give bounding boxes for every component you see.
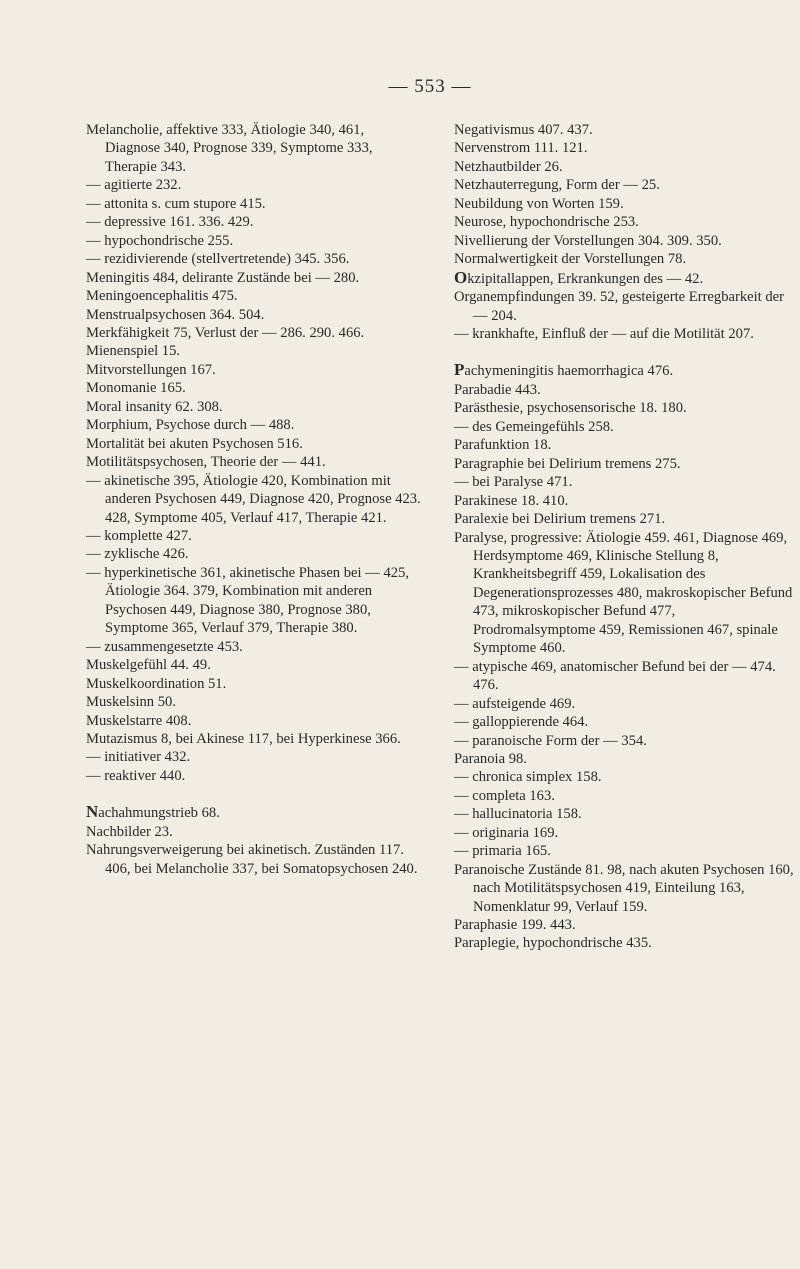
index-entry — [86, 527, 422, 545]
index-entry-text: — aufsteigende 469. — [454, 695, 576, 712]
section-initial: N — [86, 802, 99, 822]
index-entry-text: Negativismus 407. 437. — [454, 122, 593, 138]
index-entry — [86, 416, 422, 434]
index-entry-text: Neurose, hypochondrische 253. — [454, 214, 639, 231]
index-entry — [86, 472, 422, 527]
page-number: — 553 — — [388, 76, 472, 97]
index-entry — [86, 379, 422, 397]
index-entry — [454, 861, 796, 916]
index-entry — [86, 638, 422, 656]
index-entry-text: Menstrualpsychosen 364. 504. — [86, 306, 265, 323]
index-entry — [86, 342, 422, 360]
index-entry-text: Parabadie 443. — [454, 381, 541, 398]
index-entry-text: Paraphasie 199. 443. — [454, 917, 576, 934]
index-entry — [86, 232, 422, 250]
index-entry — [454, 325, 796, 343]
index-column-right — [454, 121, 796, 953]
index-entry — [454, 269, 796, 288]
index-entry-text: — atypische 469, anatomischer Befund bei der — 474. 476. — [454, 658, 776, 694]
index-entry-text: — chronica simplex 158. — [454, 769, 602, 786]
index-entry — [454, 510, 796, 528]
index-entry-text: — zyklische 426. — [86, 546, 189, 563]
index-entry-text: — krankhafte, Einfluß der — auf die Motilität 207. — [454, 325, 754, 342]
index-entry-text: Paranoia 98. — [454, 750, 527, 767]
index-entry-text: Paralexie bei Delirium tremens 271. — [454, 511, 666, 528]
index-entry — [86, 398, 422, 416]
index-entry-text: Nivellierung der Vorstellungen 304. 309. 350. — [454, 232, 722, 249]
index-entry-text: Netzhauterregung, Form der — 25. — [454, 177, 660, 194]
index-entry — [454, 473, 796, 491]
index-entry — [454, 805, 796, 823]
index-entry — [86, 453, 422, 471]
index-entry-text: Motilitätspsychosen, Theorie der — 441. — [86, 454, 326, 471]
index-column-left — [86, 121, 422, 878]
index-entry-text: Nervenstrom 111. 121. — [454, 140, 588, 157]
index-entry — [454, 750, 796, 768]
index-entry — [454, 842, 796, 860]
index-entry-text: Muskelstarre 408. — [86, 712, 192, 729]
index-entry-text: Paranoische Zustände 81. 98, nach akuten Psychosen 160, nach Motilitätspsychosen 419, Einteilung 163, Nomenklatur 99, Verlauf 159. — [454, 861, 794, 915]
index-entry — [454, 250, 796, 268]
index-entry-text: achymeningitis haemorrhagica 476. — [464, 363, 674, 380]
index-entry-text: achahmungstrieb 68. — [98, 805, 220, 822]
index-entry — [454, 732, 796, 750]
index-entry — [86, 693, 422, 711]
index-entry-text: — originaria 169. — [454, 824, 559, 841]
index-entry — [86, 287, 422, 305]
index-entry-text: — galloppierende 464. — [454, 714, 589, 731]
index-entry-text: Mitvorstellungen 167. — [86, 361, 216, 378]
index-entry-text: — bei Paralyse 471. — [454, 474, 573, 491]
index-entry-text: Parakinese 18. 410. — [454, 492, 569, 509]
index-entry — [86, 306, 422, 324]
section-initial: O — [454, 267, 468, 287]
index-entry — [454, 213, 796, 231]
index-entry-text: — hyperkinetische 361, akinetische Phasen bei — 425, Ätiologie 364. 379, Kombination mit anderen Psychosen 449, Diagnose 380, Prognose 380, Symptome 365, Verlauf 379, Therapie 380. — [86, 564, 410, 637]
index-entry-text: — hallucinatoria 158. — [454, 806, 582, 823]
index-entry-text: Morphium, Psychose durch — 488. — [86, 417, 295, 434]
index-entry — [86, 712, 422, 730]
index-entry-text: Netzhautbilder 26. — [454, 158, 563, 175]
index-entry-text: Melancholie, affektive 333, Ätiologie 340, 461, Diagnose 340, Prognose 339, Symptome 333, Therapie 343. — [86, 122, 373, 175]
index-entry-text: — completa 163. — [454, 787, 555, 804]
section-initial: P — [454, 360, 465, 380]
index-entry-text: — attonita s. cum stupore 415. — [86, 195, 266, 212]
index-entry-text: Nachbilder 23. — [86, 823, 173, 840]
index-entry — [86, 767, 422, 785]
index-entry — [86, 748, 422, 766]
index-entry-text: Paraplegie, hypochondrische 435. — [454, 935, 652, 952]
index-entry — [454, 824, 796, 842]
index-entry-text: — paranoische Form der — 354. — [454, 732, 647, 749]
index-entry-text: — reaktiver 440. — [86, 767, 186, 784]
index-entry — [454, 139, 796, 157]
index-entry — [454, 232, 796, 250]
index-entry — [86, 803, 422, 822]
index-entry — [454, 768, 796, 786]
index-entry-text: Muskelgefühl 44. 49. — [86, 657, 211, 674]
index-entry — [86, 564, 422, 638]
index-entry — [454, 436, 796, 454]
index-entry — [86, 250, 422, 268]
index-entry — [454, 934, 796, 952]
index-entry — [86, 841, 422, 878]
index-entry — [86, 435, 422, 453]
index-entry-text: Monomanie 165. — [86, 380, 186, 397]
index-entry-text: Mutazismus 8, bei Akinese 117, bei Hyperkinese 366. — [86, 730, 401, 747]
index-entry — [454, 492, 796, 510]
index-entry — [86, 656, 422, 674]
index-entry — [454, 121, 796, 139]
index-entry — [454, 418, 796, 436]
index-entry-text: Meningitis 484, delirante Zustände bei — 280. — [86, 269, 360, 286]
index-entry — [86, 269, 422, 287]
index-entry — [86, 324, 422, 342]
index-entry — [454, 399, 796, 417]
index-entry-text: Parafunktion 18. — [454, 437, 552, 454]
index-entry — [86, 361, 422, 379]
index-entry — [86, 545, 422, 563]
index-entry-text: — akinetische 395, Ätiologie 420, Kombination mit anderen Psychosen 449, Diagnose 420, Prognose 423. 428, Symptome 405, Verlauf 417, Therapie 421. — [86, 472, 421, 526]
index-entry — [454, 288, 796, 325]
index-entry-text: — depressive 161. 336. 429. — [86, 214, 254, 231]
index-entry — [454, 529, 796, 658]
index-entry — [454, 381, 796, 399]
index-entry-text: Muskelsinn 50. — [86, 694, 176, 711]
index-entry-text: — primaria 165. — [454, 843, 551, 860]
index-entry — [86, 176, 422, 194]
index-entry-text: Merkfähigkeit 75, Verlust der — 286. 290. 466. — [86, 324, 365, 341]
index-entry — [454, 787, 796, 805]
index-entry-text: — initiativer 432. — [86, 749, 191, 766]
index-entry-text: — komplette 427. — [86, 527, 192, 544]
index-entry — [86, 730, 422, 748]
index-entry — [454, 361, 796, 380]
index-entry — [454, 916, 796, 934]
index-entry-text: Mortalität bei akuten Psychosen 516. — [86, 435, 303, 452]
index-entry — [454, 658, 796, 695]
index-entry-text: Muskelkoordination 51. — [86, 675, 227, 692]
index-entry — [454, 176, 796, 194]
index-entry-text: Nahrungsverweigerung bei akinetisch. Zuständen 117. 406, bei Melancholie 337, bei Somatopsychosen 240. — [86, 842, 418, 877]
index-entry — [454, 455, 796, 473]
index-entry-text: Normalwertigkeit der Vorstellungen 78. — [454, 251, 687, 268]
index-entry-text: — des Gemeingefühls 258. — [454, 418, 614, 435]
index-entry-text: — agitierte 232. — [86, 177, 182, 194]
index-entry-text: Paragraphie bei Delirium tremens 275. — [454, 455, 681, 472]
index-entry — [454, 158, 796, 176]
index-entry-text: Organempfindungen 39. 52, gesteigerte Erregbarkeit der — 204. — [454, 289, 784, 324]
index-entry-text: Moral insanity 62. 308. — [86, 398, 223, 415]
index-entry — [86, 195, 422, 213]
index-entry-text: — zusammengesetzte 453. — [86, 638, 243, 655]
index-entry — [454, 195, 796, 213]
index-entry — [86, 823, 422, 841]
index-entry — [86, 213, 422, 231]
index-entry-text: Mienenspiel 15. — [86, 343, 181, 360]
index-entry-text: Parästhesie, psychosensorische 18. 180. — [454, 400, 687, 417]
index-entry-text: kzipitallappen, Erkrankungen des — 42. — [467, 270, 704, 287]
index-entry — [86, 675, 422, 693]
index-entry-text: Meningoencephalitis 475. — [86, 288, 238, 305]
index-entry-text: — rezidivierende (stellvertretende) 345. 356. — [86, 251, 350, 268]
index-entry — [86, 121, 422, 176]
index-entry-text: — hypochondrische 255. — [86, 232, 234, 249]
index-entry — [454, 713, 796, 731]
index-entry — [454, 695, 796, 713]
index-entry-text: Paralyse, progressive: Ätiologie 459. 461, Diagnose 469, Herdsymptome 469, Klinische Stellung 8, Krankheitsbegriff 459, Lokalisation des Degenerationsprozesses 480, makroskopischer Befund 473, mikroskopischer Befund 477, Prodromalsymptome 459, Remissionen 467, spinale Symptome 460. — [454, 529, 793, 657]
index-entry-text: Neubildung von Worten 159. — [454, 195, 624, 212]
